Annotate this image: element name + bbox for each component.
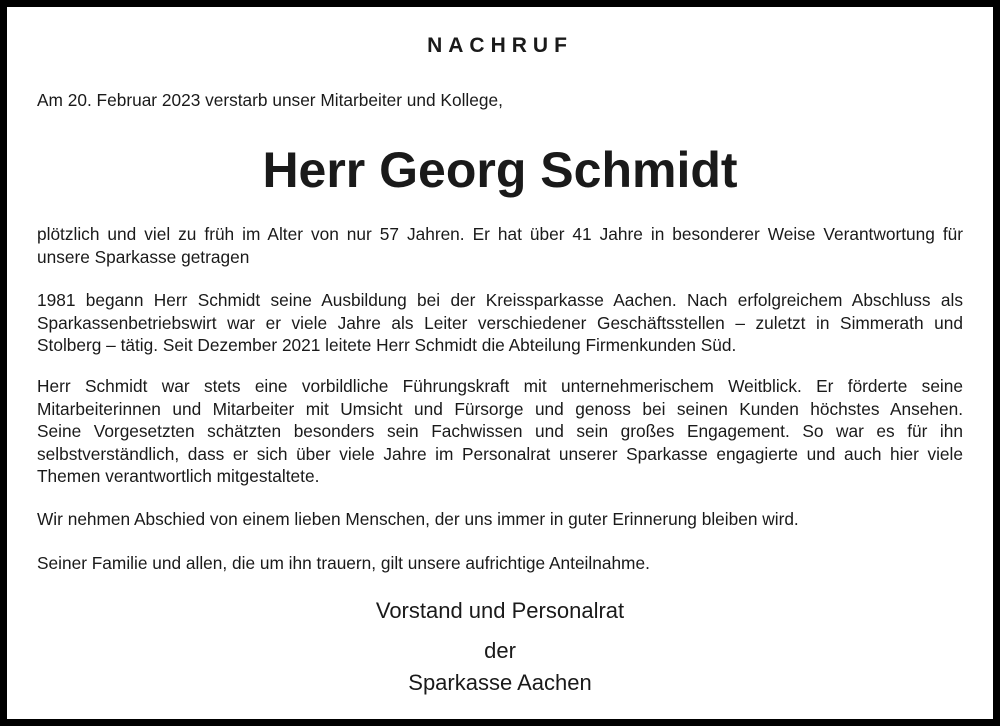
signature-line-3: Sparkasse Aachen: [408, 670, 592, 695]
text-line: Herr Schmidt war stets eine vorbildliche Führungskraft mit unternehmerischem Weitblick. Er förderte seine: [37, 376, 963, 396]
text-line: Seine Vorgesetzten schätzten besonders sein Fachwissen und sein großes Engagement. So war es für ihn: [37, 421, 963, 441]
text-line: plötzlich und viel zu früh im Alter von nur 57 Jahren. Er hat über 41 Jahre in besonderer Weise Verantwortung für: [37, 224, 963, 244]
text-line: Mitarbeiterinnen und Mitarbeiter mit Umsicht und Fürsorge und genoss bei seinen Kunden höchstes Ansehen.: [37, 398, 963, 419]
text-line: Sparkassenbetriebswirt war er viele Jahre als Leiter verschiedener Geschäftsstellen – zuletzt in Simmerath und: [37, 312, 963, 333]
text-line: Themen verantwortlich mitgestaltete.: [37, 466, 320, 486]
intro-text: [37, 89, 963, 112]
paragraph-5: [37, 552, 963, 575]
text-line: selbstverständlich, dass er sich über viele Jahre im Personalrat unserer Sparkasse engagierte und auch hier viele: [37, 443, 963, 464]
signature-line-2: der: [484, 638, 516, 663]
intro-line: Am 20. Februar 2023 verstarb unser Mitarbeiter und Kollege,: [37, 90, 503, 110]
text-line: Seiner Familie und allen, die um ihn trauern, gilt unsere aufrichtige Anteilnahme.: [37, 553, 650, 573]
heading: NACHRUF: [427, 34, 573, 57]
text-line: Stolberg – tätig. Seit Dezember 2021 leitete Herr Schmidt die Abteilung Firmenkunden Süd.: [37, 335, 737, 355]
text-line: 1981 begann Herr Schmidt seine Ausbildung bei der Kreissparkasse Aachen. Nach erfolgreichem Abschluss als: [37, 290, 963, 310]
paragraph-3: [37, 375, 963, 488]
paragraph-4: [37, 508, 963, 531]
text-line: unsere Sparkasse getragen: [37, 246, 250, 267]
deceased-name: Herr Georg Schmidt: [262, 142, 738, 198]
paragraph-2: [37, 289, 963, 357]
text-line: Wir nehmen Abschied von einem lieben Menschen, der uns immer in guter Erinnerung bleiben wird.: [37, 509, 799, 529]
signature-line-1: Vorstand und Personalrat: [375, 598, 625, 623]
paragraph-1: [37, 223, 963, 268]
